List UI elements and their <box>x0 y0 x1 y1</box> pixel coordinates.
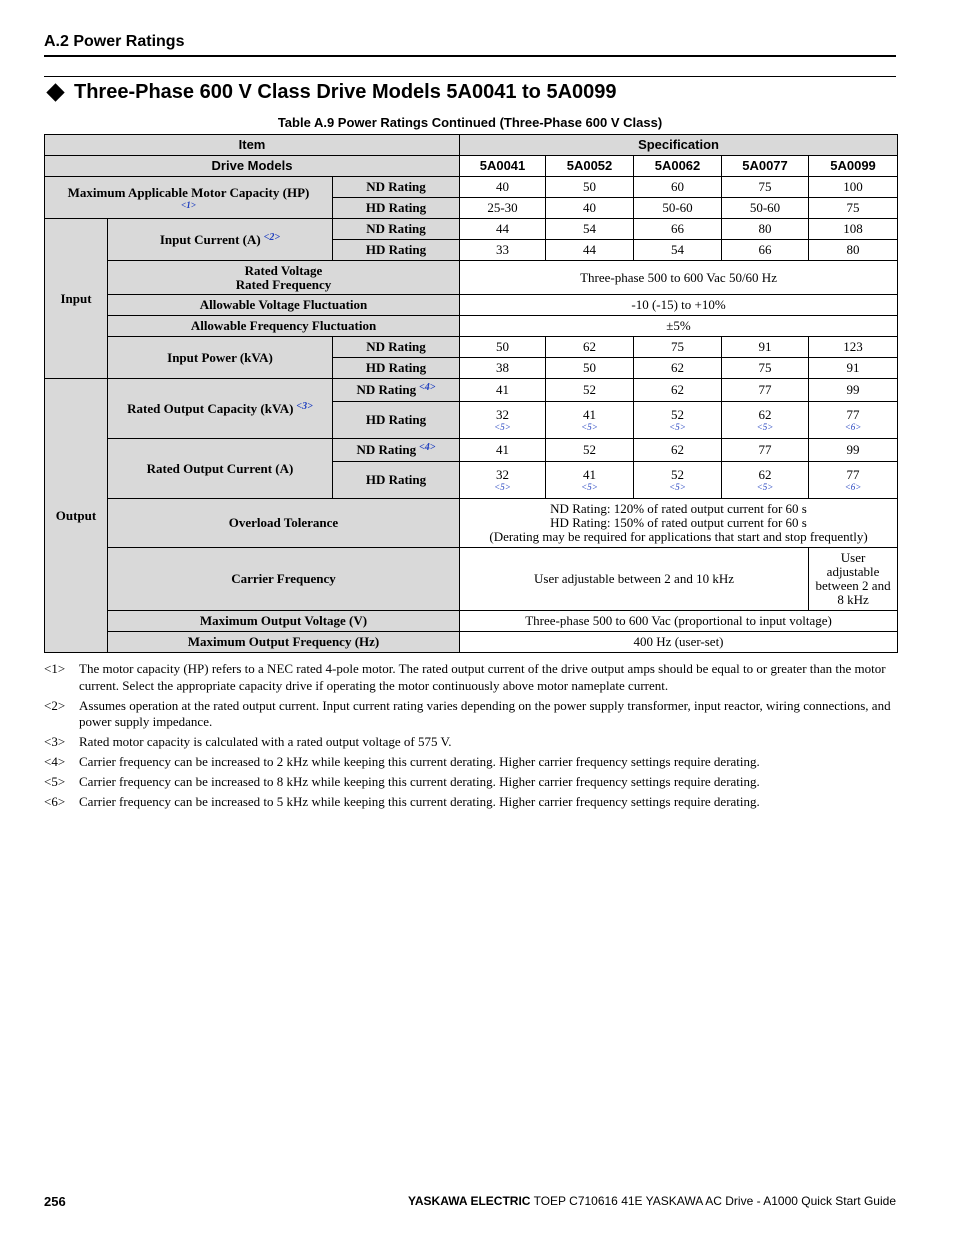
note-ref-link[interactable]: <1> <box>181 199 196 210</box>
max-voltage-value: Three-phase 500 to 600 Vac (proportional to input voltage) <box>460 611 898 632</box>
overload-label: Overload Tolerance <box>108 499 460 548</box>
overload-line: ND Rating: 120% of rated output current for 60 s <box>550 501 807 516</box>
note-ref-link[interactable]: <3> <box>296 400 313 412</box>
carrier-frequency-last <box>809 548 898 611</box>
header-rule-thin <box>44 76 896 77</box>
table-cell: 99 <box>809 379 898 402</box>
table-cell: 54 <box>634 240 722 261</box>
cell-value: 41 <box>583 407 596 422</box>
frequency-fluctuation-value: ±5% <box>460 316 898 337</box>
footnote-text: Carrier frequency can be increased to 5 kHz while keeping this current derating. Higher carrier frequency settings require derating. <box>79 794 760 809</box>
note-ref-link[interactable]: <5> <box>581 482 598 492</box>
footnote <box>44 794 896 811</box>
page-footer <box>408 1194 896 1208</box>
note-ref-link[interactable]: <5> <box>756 422 774 432</box>
diamond-bullet-icon <box>46 83 64 101</box>
note-ref-link[interactable]: <2> <box>263 231 281 243</box>
rated-frequency-label-line: Rated Frequency <box>235 276 332 292</box>
model-header: 5A0062 <box>634 156 722 177</box>
output-current-nd-row <box>45 439 898 462</box>
table-cell: 60 <box>634 177 722 198</box>
carrier-last-line: adjustable <box>826 564 880 579</box>
table-cell: 75 <box>722 177 809 198</box>
max-frequency-row <box>45 632 898 653</box>
nd-rating-label <box>333 439 460 462</box>
footnote <box>44 698 896 731</box>
voltage-fluctuation-row <box>45 295 898 316</box>
table-cell: 50 <box>546 358 634 379</box>
input-current-nd-row <box>45 219 898 240</box>
footnote-number: <4> <box>44 754 66 769</box>
drive-models-label: Drive Models <box>45 156 460 177</box>
table-cell: 62 <box>634 358 722 379</box>
cell-value: 62 <box>758 467 772 482</box>
drive-models-row <box>45 156 898 177</box>
output-current-label: Rated Output Current (A) <box>108 439 333 499</box>
max-frequency-value: 400 Hz (user-set) <box>460 632 898 653</box>
max-voltage-label: Maximum Output Voltage (V) <box>108 611 460 632</box>
motor-capacity-label-text: Maximum Applicable Motor Capacity (HP) <box>67 184 310 200</box>
carrier-last-line: 8 kHz <box>837 592 869 607</box>
table-cell: 38 <box>460 358 546 379</box>
overload-line: (Derating may be required for applications that start and stop frequently) <box>489 529 868 544</box>
rated-voltage-row <box>45 261 898 295</box>
motor-capacity-label <box>45 177 333 219</box>
table-cell: 41 <box>460 439 546 462</box>
note-ref-link[interactable]: <5> <box>669 482 686 492</box>
section-header: A.2 Power Ratings <box>44 33 185 50</box>
nd-rating-label: ND Rating <box>333 177 460 198</box>
table-cell <box>722 402 809 439</box>
table-cell: 62 <box>634 439 722 462</box>
cell-value: 77 <box>846 407 860 422</box>
footnote-number: <1> <box>44 661 66 676</box>
carrier-frequency-label: Carrier Frequency <box>108 548 460 611</box>
hd-rating-label: HD Rating <box>333 358 460 379</box>
table-cell: 77 <box>722 439 809 462</box>
footnote <box>44 734 896 751</box>
table-cell: 33 <box>460 240 546 261</box>
footnote <box>44 661 896 694</box>
cell-value: 77 <box>846 467 860 482</box>
nd-rating-label: ND Rating <box>333 219 460 240</box>
input-current-label <box>108 219 333 261</box>
footnote <box>44 754 896 771</box>
footer-brand: YASKAWA ELECTRIC <box>407 1194 531 1208</box>
table-cell: 52 <box>546 439 634 462</box>
table-cell: 50-60 <box>722 198 809 219</box>
max-voltage-row <box>45 611 898 632</box>
input-power-nd-row <box>45 337 898 358</box>
note-ref-link[interactable]: <5> <box>494 422 511 432</box>
note-ref-link[interactable]: <4> <box>419 442 436 453</box>
voltage-fluctuation-label: Allowable Voltage Fluctuation <box>108 295 460 316</box>
hd-rating-label: HD Rating <box>333 402 460 439</box>
cell-value: 32 <box>496 467 509 482</box>
note-ref-link[interactable]: <5> <box>669 422 686 432</box>
rated-voltage-label <box>108 261 460 295</box>
page-number: 256 <box>44 1194 66 1209</box>
output-group-label: Output <box>45 379 108 653</box>
footnote-text: The motor capacity (HP) refers to a NEC rated 4-pole motor. The rated output current of the drive output amps should be equal to or greater than the motor current. Select the appropriate capacity drive if operating the motor continuously above motor nameplate current. <box>79 661 886 693</box>
header-item: Item <box>45 135 460 156</box>
overload-row <box>45 499 898 548</box>
table-cell: 62 <box>546 337 634 358</box>
table-cell: 75 <box>809 198 898 219</box>
carrier-last-line: between 2 and <box>815 578 891 593</box>
overload-line: HD Rating: 150% of rated output current for 60 s <box>550 515 807 530</box>
footnote-text: Carrier frequency can be increased to 8 kHz while keeping this current derating. Higher carrier frequency settings require derating. <box>79 774 760 789</box>
max-frequency-label: Maximum Output Frequency (Hz) <box>108 632 460 653</box>
table-cell: 54 <box>546 219 634 240</box>
table-cell: 40 <box>460 177 546 198</box>
table-cell: 41 <box>460 379 546 402</box>
cell-value: 62 <box>758 407 772 422</box>
table-cell <box>809 402 898 439</box>
table-cell <box>634 402 722 439</box>
nd-rating-label <box>333 379 460 402</box>
page-heading-text: Three-Phase 600 V Class Drive Models 5A0041 to 5A0099 <box>74 81 617 103</box>
table-cell: 91 <box>722 337 809 358</box>
motor-capacity-nd-row <box>45 177 898 198</box>
header-specification: Specification <box>460 135 898 156</box>
carrier-frequency-value: User adjustable between 2 and 10 kHz <box>460 548 809 611</box>
table-cell: 50 <box>460 337 546 358</box>
footnote-number: <3> <box>44 734 66 749</box>
note-ref-link[interactable]: <5> <box>494 482 511 492</box>
cell-value: 52 <box>671 467 684 482</box>
model-header: 5A0099 <box>809 156 898 177</box>
footnote-text: Rated motor capacity is calculated with a rated output voltage of 575 V. <box>79 734 452 749</box>
page-heading <box>44 81 617 104</box>
footnote <box>44 774 896 791</box>
note-ref-link[interactable]: <5> <box>581 422 598 432</box>
carrier-last-line: User <box>840 550 866 565</box>
footnote-text: Assumes operation at the rated output current. Input current rating varies depending on the power supply transformer, input reactor, wiring connections, and power supply impedance. <box>79 697 891 729</box>
model-header: 5A0077 <box>722 156 809 177</box>
output-capacity-label <box>108 379 333 439</box>
table-cell: 80 <box>809 240 898 261</box>
voltage-fluctuation-value: -10 (-15) to +10% <box>460 295 898 316</box>
table-cell: 52 <box>546 379 634 402</box>
table-cell: 44 <box>546 240 634 261</box>
table-cell <box>546 462 634 499</box>
hd-rating-label: HD Rating <box>333 240 460 261</box>
footnote-text: Carrier frequency can be increased to 2 kHz while keeping this current derating. Higher carrier frequency settings require derating. <box>79 754 760 769</box>
output-capacity-nd-row <box>45 379 898 402</box>
note-ref-link[interactable]: <4> <box>419 382 436 393</box>
table-cell: 99 <box>809 439 898 462</box>
table-cell: 40 <box>546 198 634 219</box>
table-cell <box>546 402 634 439</box>
table-cell <box>634 462 722 499</box>
frequency-fluctuation-label: Allowable Frequency Fluctuation <box>108 316 460 337</box>
rated-voltage-value: Three-phase 500 to 600 Vac 50/60 Hz <box>460 261 898 295</box>
model-header: 5A0052 <box>546 156 634 177</box>
table-cell <box>809 462 898 499</box>
table-cell: 62 <box>634 379 722 402</box>
footer-text: TOEP C710616 41E YASKAWA AC Drive - A1000 Quick Start Guide <box>533 1194 896 1208</box>
table-caption: Table A.9 Power Ratings Continued (Three-Phase 600 V Class) <box>277 115 663 130</box>
table-header-row <box>45 135 898 156</box>
input-group-label: Input <box>45 219 108 379</box>
table-cell: 50 <box>546 177 634 198</box>
overload-value <box>460 499 898 548</box>
power-ratings-table <box>44 134 898 653</box>
input-power-label: Input Power (kVA) <box>108 337 333 379</box>
table-cell: 50-60 <box>634 198 722 219</box>
footnote-number: <2> <box>44 697 66 713</box>
nd-rating-label-text: ND Rating <box>356 382 417 397</box>
note-ref-link[interactable]: <6> <box>844 422 862 432</box>
table-cell: 108 <box>809 219 898 240</box>
footnote-number: <6> <box>44 794 66 809</box>
hd-rating-label: HD Rating <box>333 198 460 219</box>
table-cell: 75 <box>722 358 809 379</box>
output-capacity-label-text: Rated Output Capacity (kVA) <box>127 400 294 416</box>
header-rule <box>44 55 896 57</box>
table-cell: 77 <box>722 379 809 402</box>
footnote-number: <5> <box>44 774 66 789</box>
table-cell: 123 <box>809 337 898 358</box>
table-cell: 25-30 <box>460 198 546 219</box>
frequency-fluctuation-row <box>45 316 898 337</box>
table-cell: 75 <box>634 337 722 358</box>
nd-rating-label-text: ND Rating <box>356 442 417 457</box>
note-ref-link[interactable]: <6> <box>844 482 862 492</box>
table-cell: 100 <box>809 177 898 198</box>
nd-rating-label: ND Rating <box>333 337 460 358</box>
model-header: 5A0041 <box>460 156 546 177</box>
cell-value: 32 <box>496 407 509 422</box>
table-cell: 44 <box>460 219 546 240</box>
table-cell <box>722 462 809 499</box>
table-cell: 80 <box>722 219 809 240</box>
table-cell: 66 <box>722 240 809 261</box>
cell-value: 41 <box>583 467 596 482</box>
carrier-frequency-row <box>45 548 898 611</box>
note-ref-link[interactable]: <5> <box>756 482 774 492</box>
footnotes <box>44 661 896 814</box>
table-cell <box>460 462 546 499</box>
table-cell <box>460 402 546 439</box>
table-cell: 66 <box>634 219 722 240</box>
table-cell: 91 <box>809 358 898 379</box>
cell-value: 52 <box>671 407 684 422</box>
input-current-label-text: Input Current (A) <box>159 231 261 247</box>
rated-voltage-label-line: Rated Voltage <box>244 262 323 278</box>
hd-rating-label: HD Rating <box>333 462 460 499</box>
